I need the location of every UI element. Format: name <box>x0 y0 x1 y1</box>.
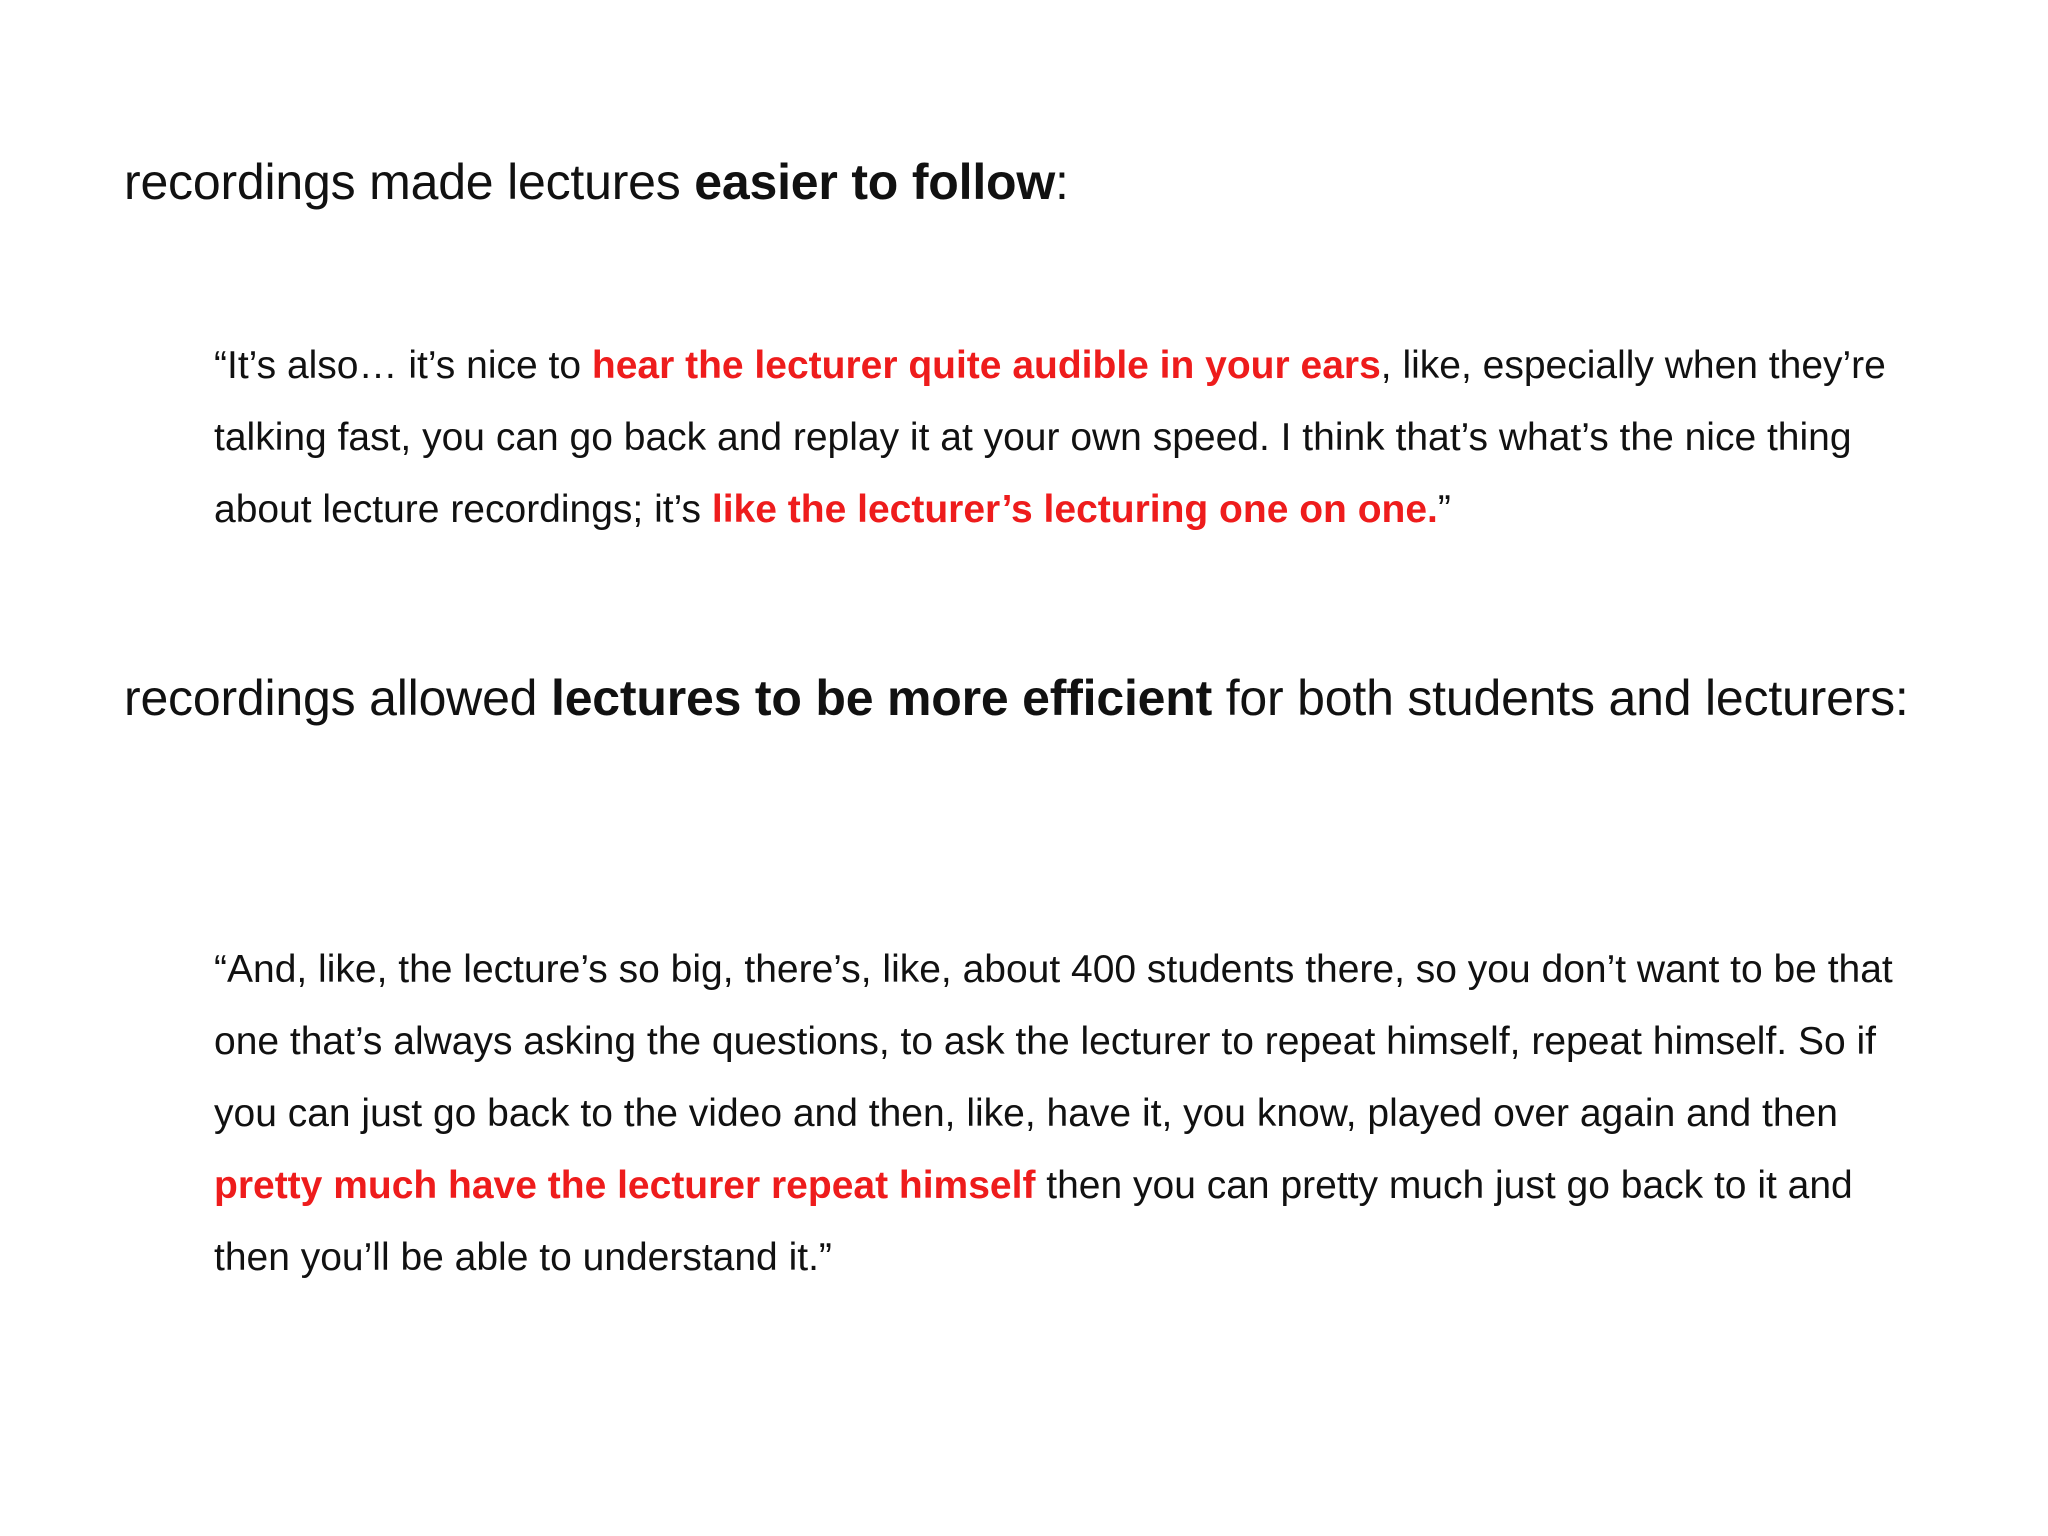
quote-1-text-2: , like, especially when they’re talking fast, you can go back and replay it at your own speed. I think that’s what’s the nice thing about lecture recordings; it’s <box>214 344 1886 531</box>
heading-more-efficient <box>124 652 1964 744</box>
heading-easier-to-follow <box>124 136 1964 228</box>
quote-1-highlight-2: like the lecturer’s lecturing one on one. <box>711 488 1438 531</box>
heading-1-tail: : <box>1055 154 1069 210</box>
quote-1-text-3: ” <box>1437 488 1451 531</box>
quote-1-highlight-1: hear the lecturer quite audible in your ears <box>591 344 1381 387</box>
quote-2-text-2: then you can pretty much just go back to it and then you’ll be able to understand it.” <box>214 1164 1853 1279</box>
heading-2-text: recordings allowed <box>124 670 551 726</box>
quote-1-text-1: “It’s also… it’s nice to <box>214 344 592 387</box>
quote-more-efficient <box>214 934 1934 1294</box>
heading-1-text: recordings made lectures <box>124 154 695 210</box>
quote-2-highlight-1: pretty much have the lecturer repeat himself <box>214 1164 1036 1207</box>
heading-1-bold: easier to follow <box>694 154 1056 210</box>
quote-easier-to-follow <box>214 330 1934 546</box>
heading-2-tail: for both students and lecturers: <box>1212 670 1909 726</box>
quote-2-text-1: “And, like, the lecture’s so big, there’s, like, about 400 students there, so you don’t want to be that one that’s always asking the questions, to ask the lecturer to repeat himself, repeat himself. So if you can just go back to the video and then, like, have it, you know, played over again and then <box>214 948 1893 1135</box>
heading-2-bold: lectures to be more efficient <box>551 670 1213 726</box>
